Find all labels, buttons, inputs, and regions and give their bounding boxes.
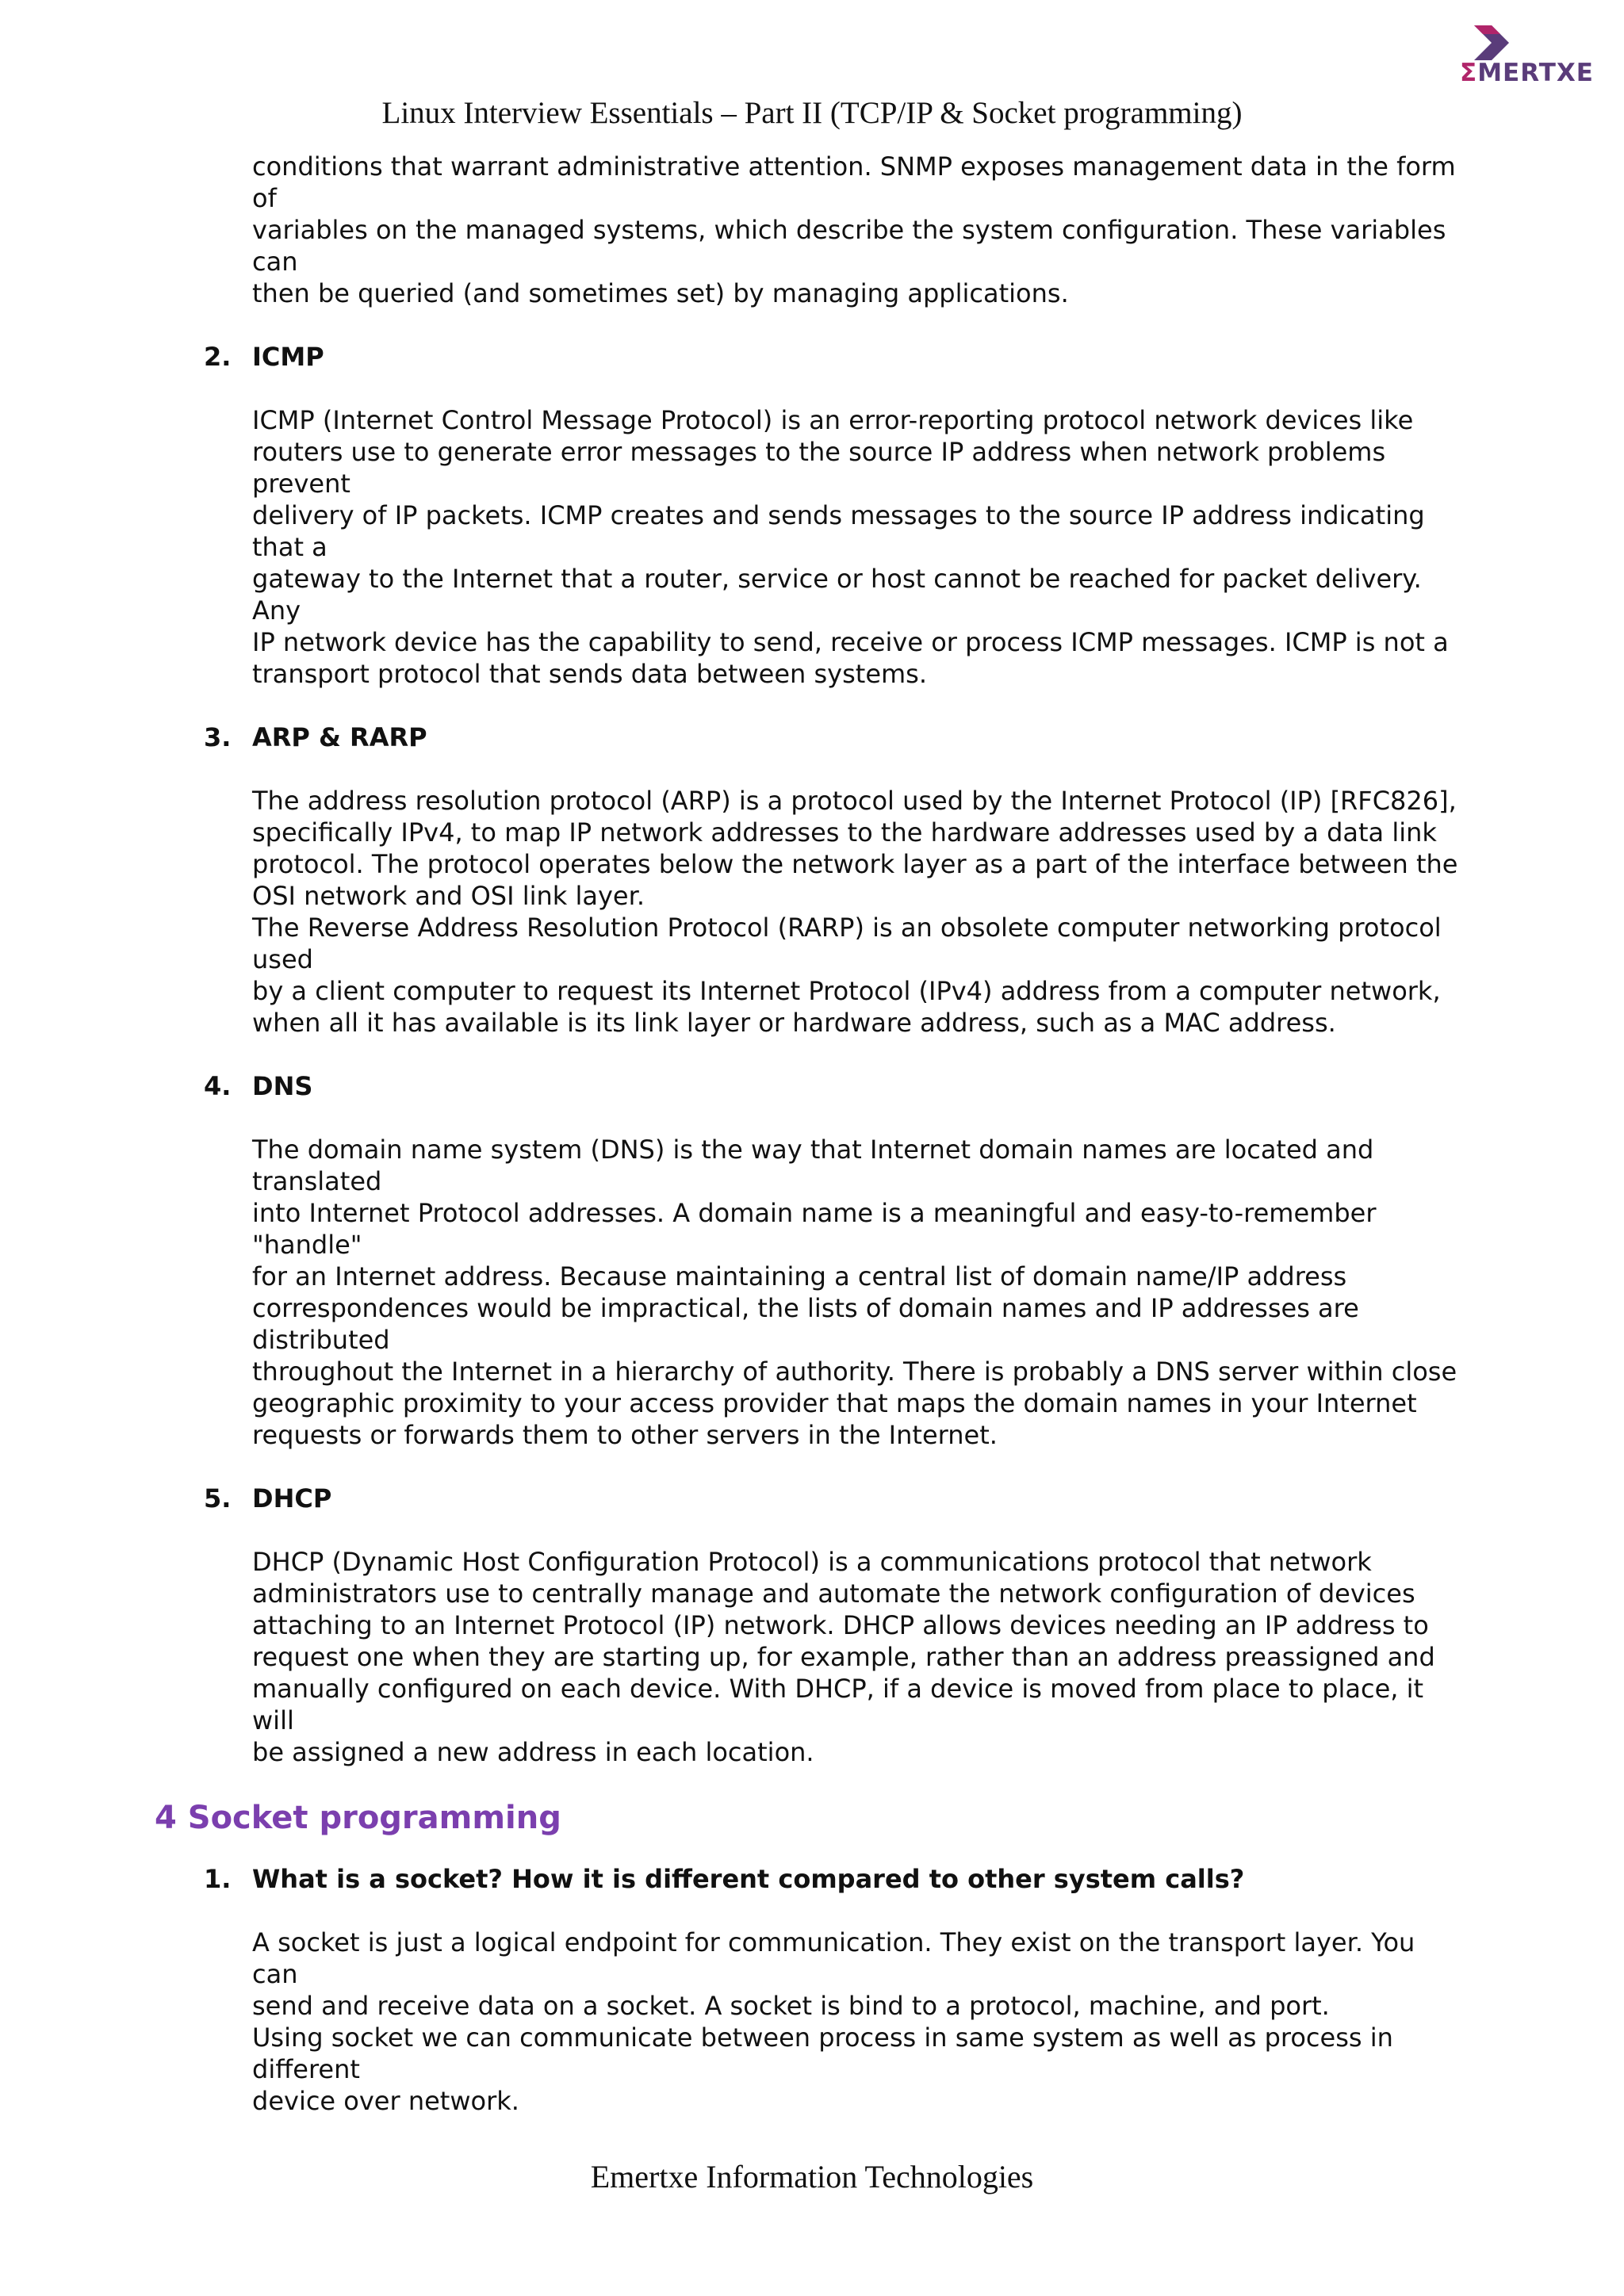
section-heading: 4 Socket programming [155, 1800, 561, 1836]
answer-paragraph: A socket is just a logical endpoint for communication. They exist on the transport layer. You can send and receive data on a socket. A socket is bind to a protocol, machine, and port. Using socket we can communicate between process in same system as well as process in different device over network. [252, 1927, 1415, 2116]
question-number: 1. [204, 1864, 232, 1894]
page-header-title: Linux Interview Essentials – Part II (TCP/IP & Socket programming) [381, 96, 1243, 130]
list-item-paragraph: DHCP (Dynamic Host Configuration Protocol) is a communications protocol that network administrators use to centrally manage and automate the network configuration of devices attaching to an Internet Protocol (IP) network. DHCP allows devices needing an IP address to request one when they are starting up, for example, rather than an address preassigned and manually configured on each device. With DHCP, if a device is moved from place to place, it will be assigned a new address in each location. [252, 1547, 1435, 1767]
list-item-number: 2. [204, 342, 232, 372]
emertxe-logo [1455, 24, 1598, 87]
logo-text: MERTXE [1477, 59, 1594, 87]
page-content [0, 151, 1624, 2117]
question-heading [0, 1863, 1624, 1895]
list-item-heading [0, 721, 1624, 753]
question-title: What is a socket? How it is different compared to other system calls? [252, 1864, 1245, 1894]
list-item-title: ARP & RARP [252, 722, 427, 752]
list-item-heading [0, 1070, 1624, 1102]
intro-paragraph: conditions that warrant administrative attention. SNMP exposes management data in the form of variables on the managed systems, which describe the system configuration. These variables can then be queried (and sometimes set) by managing applications. [252, 151, 1456, 308]
logo-wordmark [1460, 59, 1594, 87]
list-item-paragraph: The address resolution protocol (ARP) is a protocol used by the Internet Protocol (IP) [RFC826], specifically IPv4, to map IP network addresses to the hardware addresses used by a data link protocol. The protocol operates below the network layer as a part of the interface between the OSI network and OSI link layer. The Reverse Address Resolution Protocol (RARP) is an obsolete computer networking protocol used by a client computer to request its Internet Protocol (IPv4) address from a computer network, when all it has available is its link layer or hardware address, such as a MAC address. [252, 786, 1458, 1038]
list-item-number: 4. [204, 1071, 232, 1101]
list-item-heading [0, 1483, 1624, 1514]
list-item-number: 5. [204, 1483, 232, 1513]
page-footer: Emertxe Information Technologies [590, 2159, 1034, 2195]
list-item-title: DHCP [252, 1483, 332, 1513]
list-item-paragraph: ICMP (Internet Control Message Protocol) is an error-reporting protocol network devices like routers use to generate error messages to the source IP address when network problems prevent delivery of IP packets. ICMP creates and sends messages to the source IP address indicating that a gateway to the Internet that a router, service or host cannot be reached for packet delivery. Any IP network device has the capability to send, receive or process ICMP messages. ICMP is not a transport protocol that sends data between systems. [252, 405, 1449, 689]
list-item-number: 3. [204, 722, 232, 752]
logo-sigma: Σ [1460, 59, 1478, 87]
list-item-title: DNS [252, 1071, 313, 1101]
list-item-heading [0, 341, 1624, 373]
list-item-paragraph: The domain name system (DNS) is the way that Internet domain names are located and translated into Internet Protocol addresses. A domain name is a meaningful and easy-to-remember "handle" for an Internet address. Because maintaining a central list of domain name/IP address correspondences would be impractical, the lists of domain names and IP addresses are distributed throughout the Internet in a hierarchy of authority. There is probably a DNS server within close geographic proximity to your access provider that maps the domain names in your Internet requests or forwards them to other servers in the Internet. [252, 1135, 1457, 1450]
list-item-title: ICMP [252, 342, 324, 372]
